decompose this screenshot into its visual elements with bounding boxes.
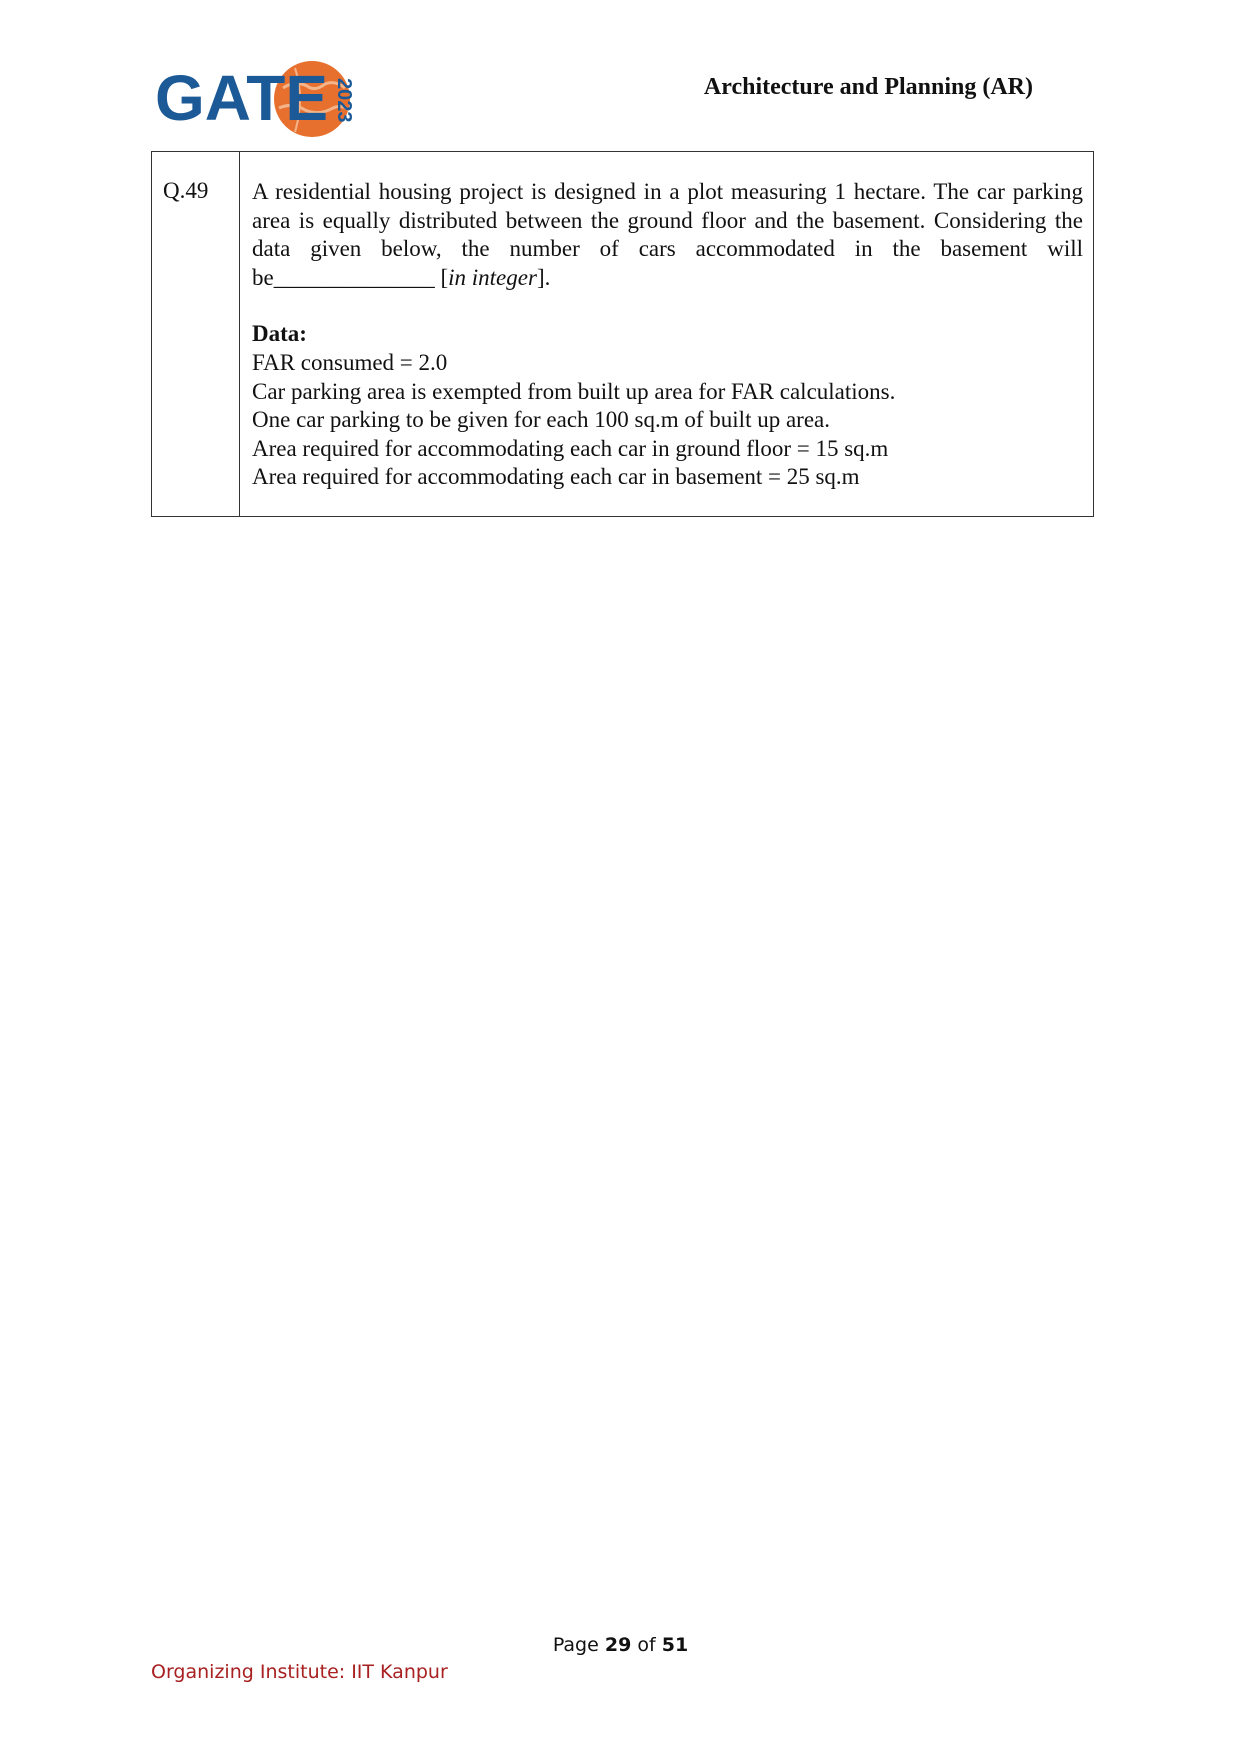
organizing-institute: Organizing Institute: IIT Kanpur	[151, 1661, 448, 1683]
answer-hint: in integer	[448, 264, 537, 290]
answer-blank: ______________	[273, 264, 435, 290]
data-line: FAR consumed = 2.0	[252, 349, 448, 375]
answer-hint-close: ].	[536, 264, 551, 290]
page-number	[0, 1634, 1241, 1656]
logo-wordmark: GATE	[155, 62, 329, 134]
page-total: 51	[661, 1634, 689, 1656]
answer-hint-open: [	[434, 264, 449, 290]
data-line: Area required for accommodating each car in ground floor = 15 sq.m	[252, 435, 889, 461]
data-heading: Data:	[252, 321, 307, 347]
question-number: Q.49	[163, 178, 209, 203]
data-line: Car parking area is exempted from built up area for FAR calculations.	[252, 378, 896, 404]
question-text-paragraph	[252, 178, 1083, 292]
page-current: 29	[604, 1634, 632, 1656]
data-line: One car parking to be given for each 100 sq.m of built up area.	[252, 407, 830, 433]
question-body	[252, 178, 1083, 492]
question-number-column	[152, 152, 240, 516]
page-of: of	[631, 1634, 662, 1656]
page-prefix: Page	[552, 1634, 605, 1656]
logo-year: 2023	[333, 78, 355, 123]
data-line: Area required for accommodating each car in basement = 25 sq.m	[252, 464, 860, 490]
gate-logo-graphic	[155, 58, 360, 140]
question-box	[151, 151, 1094, 517]
gate-logo	[155, 58, 360, 140]
question-text: A residential housing project is designed in a plot measuring 1 hectare. The car parking area is equally distributed between the ground floor and the basement. Considering the data given below, the number of cars accommodated in the basement will be	[252, 179, 1083, 290]
subject-title: Architecture and Planning (AR)	[703, 74, 1033, 100]
